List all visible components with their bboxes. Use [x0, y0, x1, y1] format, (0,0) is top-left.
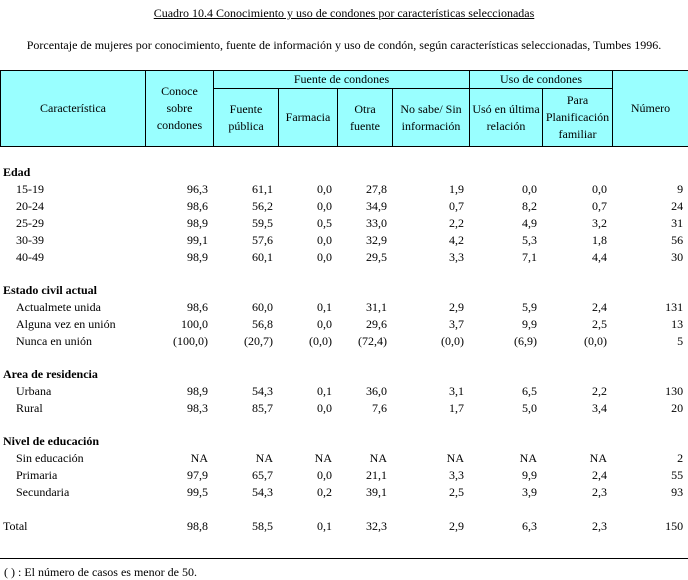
row-label: Sin educación: [16, 451, 84, 465]
cell-value: NA: [314, 451, 332, 465]
header-fuente-publica: Fuente pública: [214, 89, 279, 147]
cell-value: 2,5: [449, 485, 464, 499]
row-label: 40-49: [16, 250, 44, 264]
cell-value: 7,6: [372, 401, 387, 415]
table-row: [0, 215, 688, 232]
header-otra-fuente: Otra fuente: [338, 89, 393, 147]
cell-value: 2,4: [592, 468, 607, 482]
table-row: [0, 383, 688, 400]
cell-value: 0,2: [317, 485, 332, 499]
cell-value: NA: [255, 451, 273, 465]
row-label: Urbana: [16, 384, 52, 398]
cell-value: 20: [671, 401, 684, 415]
spacer-row: [0, 501, 688, 518]
section-title: Nivel de educación: [3, 434, 99, 448]
table-row: [0, 316, 688, 333]
cell-value: 3,3: [449, 250, 464, 264]
cell-value: (0,0): [584, 334, 607, 348]
table-row: [0, 299, 688, 316]
row-label: 25-29: [16, 216, 44, 230]
cell-value: 6,5: [522, 384, 537, 398]
cell-value: 13: [671, 317, 684, 331]
row-label: 20-24: [16, 199, 44, 213]
cell-value: 0,7: [449, 199, 464, 213]
cell-value: 98,9: [187, 384, 208, 398]
cell-value: 0,7: [592, 199, 607, 213]
table-header: [0, 70, 688, 147]
row-label: Total: [3, 519, 28, 533]
cell-value: 9: [677, 182, 684, 196]
cell-value: 0,0: [317, 317, 332, 331]
cell-value: 4,4: [592, 250, 607, 264]
cell-value: 60,1: [252, 250, 273, 264]
cell-value: 0,0: [317, 182, 332, 196]
section-row: [0, 433, 688, 450]
cell-value: 2,4: [592, 300, 607, 314]
cell-value: 56: [671, 233, 684, 247]
cell-value: 3,9: [522, 485, 537, 499]
section-title: Area de residencia: [3, 367, 98, 381]
row-label: Rural: [16, 401, 43, 415]
header-uso-group: Uso de condones: [470, 71, 613, 89]
row-label: Secundaria: [16, 485, 70, 499]
cell-value: 5: [677, 334, 684, 348]
cell-value: NA: [589, 451, 607, 465]
cell-value: 0,1: [317, 300, 332, 314]
table-body: [0, 164, 688, 535]
table-row: [0, 198, 688, 215]
cell-value: 2,5: [592, 317, 607, 331]
cell-value: 0,0: [317, 250, 332, 264]
header-no-sabe: No sabe/ Sin información: [393, 89, 470, 147]
section-title: Edad: [3, 165, 31, 179]
cell-value: 6,3: [522, 519, 537, 533]
cell-value: 54,3: [252, 384, 273, 398]
header-caracteristica: Característica: [1, 71, 146, 147]
cell-value: (0,0): [309, 334, 332, 348]
footnote: ( ) : El número de casos es menor de 50.: [4, 565, 197, 579]
cell-value: 130: [665, 384, 684, 398]
header-para-planificacion: Para Planificación familiar: [543, 89, 613, 147]
cell-value: 98,6: [187, 199, 208, 213]
cell-value: 8,2: [522, 199, 537, 213]
cell-value: 61,1: [252, 182, 273, 196]
cell-value: (0,0): [441, 334, 464, 348]
cell-value: 0,0: [592, 182, 607, 196]
cell-value: 99,1: [187, 233, 208, 247]
table-row: [0, 467, 688, 484]
header-fuente-group: Fuente de condones: [214, 71, 470, 89]
cell-value: 3,2: [592, 216, 607, 230]
table-title: Cuadro 10.4 Conocimiento y uso de condones por características seleccionadas: [153, 6, 535, 20]
cell-value: 96,3: [187, 182, 208, 196]
cell-value: 33,0: [366, 216, 387, 230]
header-conoce: Conoce sobre condones: [146, 71, 214, 147]
table-subtitle: Porcentaje de mujeres por conocimiento, fuente de información y uso de condón, según características seleccionadas, Tumbes 1996.: [26, 38, 662, 52]
cell-value: 2,2: [449, 216, 464, 230]
cell-value: 2,2: [592, 384, 607, 398]
cell-value: 31,1: [366, 300, 387, 314]
cell-value: NA: [519, 451, 537, 465]
row-label: 30-39: [16, 233, 44, 247]
cell-value: 29,5: [366, 250, 387, 264]
cell-value: 131: [665, 300, 684, 314]
spacer-row: [0, 417, 688, 433]
cell-value: 98,6: [187, 300, 208, 314]
cell-value: 3,7: [449, 317, 464, 331]
cell-value: 58,5: [252, 519, 273, 533]
section-title: Estado civil actual: [3, 283, 98, 297]
cell-value: 60,0: [252, 300, 273, 314]
row-label: Primaria: [16, 468, 58, 482]
table-row: [0, 249, 688, 266]
header-farmacia: Farmacia: [279, 89, 338, 147]
cell-value: 27,8: [366, 182, 387, 196]
row-label: 15-19: [16, 182, 44, 196]
cell-value: 54,3: [252, 485, 273, 499]
cell-value: 0,0: [522, 182, 537, 196]
cell-value: 2,9: [449, 519, 464, 533]
cell-value: 2: [677, 451, 684, 465]
cell-value: 99,5: [187, 485, 208, 499]
spacer-row: [0, 350, 688, 366]
total-row: [0, 518, 688, 535]
cell-value: 32,9: [366, 233, 387, 247]
table-row: [0, 333, 688, 350]
cell-value: 98,8: [187, 519, 208, 533]
header-uso-ultima: Usó en última relación: [470, 89, 543, 147]
cell-value: 85,7: [252, 401, 273, 415]
cell-value: 97,9: [187, 468, 208, 482]
cell-value: 34,9: [366, 199, 387, 213]
cell-value: NA: [190, 451, 208, 465]
cell-value: 3,4: [592, 401, 607, 415]
spacer-row: [0, 266, 688, 282]
section-row: [0, 366, 688, 383]
cell-value: 59,5: [252, 216, 273, 230]
cell-value: NA: [446, 451, 464, 465]
table-row: [0, 484, 688, 501]
cell-value: 4,9: [522, 216, 537, 230]
table-row: [0, 232, 688, 249]
cell-value: 32,3: [366, 519, 387, 533]
row-label: Nunca en unión: [16, 334, 92, 348]
cell-value: 1,7: [449, 401, 464, 415]
cell-value: 2,3: [592, 485, 607, 499]
cell-value: (100,0): [173, 334, 208, 348]
cell-value: (6,9): [514, 334, 537, 348]
cell-value: 36,0: [366, 384, 387, 398]
cell-value: 0,0: [317, 468, 332, 482]
cell-value: (20,7): [244, 334, 273, 348]
cell-value: 1,8: [592, 233, 607, 247]
cell-value: 5,3: [522, 233, 537, 247]
cell-value: 2,3: [592, 519, 607, 533]
header-numero: Número: [613, 71, 688, 147]
cell-value: 29,6: [366, 317, 387, 331]
cell-value: 0,1: [317, 519, 332, 533]
cell-value: 55: [671, 468, 684, 482]
cell-value: 3,1: [449, 384, 464, 398]
cell-value: 57,6: [252, 233, 273, 247]
section-row: [0, 282, 688, 299]
cell-value: 98,9: [187, 250, 208, 264]
cell-value: 5,0: [522, 401, 537, 415]
cell-value: 0,5: [317, 216, 332, 230]
cell-value: 24: [671, 199, 684, 213]
cell-value: 31: [671, 216, 684, 230]
cell-value: 3,3: [449, 468, 464, 482]
row-label: Alguna vez en unión: [16, 317, 116, 331]
table-row: [0, 181, 688, 198]
table-row: [0, 450, 688, 467]
cell-value: NA: [369, 451, 387, 465]
cell-value: (72,4): [358, 334, 387, 348]
cell-value: 65,7: [252, 468, 273, 482]
cell-value: 98,3: [187, 401, 208, 415]
cell-value: 9,9: [522, 317, 537, 331]
cell-value: 100,0: [181, 317, 208, 331]
row-label: Actualmete unida: [16, 300, 101, 314]
table-row: [0, 400, 688, 417]
cell-value: 93: [671, 485, 684, 499]
cell-value: 30: [671, 250, 684, 264]
cell-value: 0,0: [317, 199, 332, 213]
cell-value: 56,2: [252, 199, 273, 213]
cell-value: 0,0: [317, 233, 332, 247]
cell-value: 4,2: [449, 233, 464, 247]
cell-value: 7,1: [522, 250, 537, 264]
cell-value: 9,9: [522, 468, 537, 482]
cell-value: 98,9: [187, 216, 208, 230]
cell-value: 39,1: [366, 485, 387, 499]
cell-value: 150: [665, 519, 684, 533]
cell-value: 2,9: [449, 300, 464, 314]
cell-value: 1,9: [449, 182, 464, 196]
section-row: [0, 164, 688, 181]
cell-value: 0,0: [317, 401, 332, 415]
cell-value: 5,9: [522, 300, 537, 314]
cell-value: 21,1: [366, 468, 387, 482]
cell-value: 56,8: [252, 317, 273, 331]
footer-rule: [0, 558, 688, 559]
cell-value: 0,1: [317, 384, 332, 398]
